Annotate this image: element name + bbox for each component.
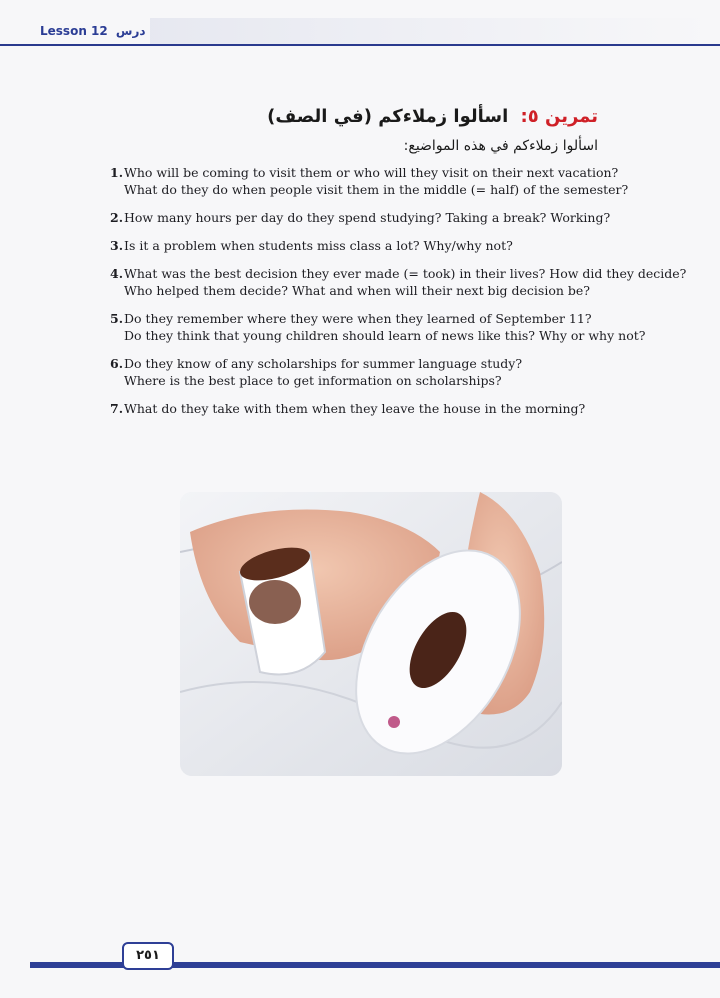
question-line: Do they remember where they were when they learned of September 11? [124,311,592,326]
lesson-label-en: Lesson 12 [40,24,108,38]
exercise-title [267,106,598,127]
question-number: 4. [110,266,124,281]
question-line: Is it a problem when students miss class a lot? Why/why not? [124,238,513,253]
question-line: Who helped them decide? What and when will their next big decision be? [124,283,590,298]
question-line: Where is the best place to get information on scholarships? [124,373,502,388]
question-item [110,355,630,389]
question-item [110,310,646,344]
exercise-title-text: اسألوا زملاءكم (في الصف) [267,106,509,127]
question-item [110,209,630,226]
question-line: What do they do when people visit them in the middle (= half) of the semester? [124,182,629,197]
question-line: How many hours per day do they spend studying? Taking a break? Working? [124,210,611,225]
question-line: Who will be coming to visit them or who will they visit on their next vacation? [124,165,619,180]
page-number: ٢٥١ [122,942,174,970]
question-number: 3. [110,238,124,253]
question-item [110,164,630,198]
question-item [110,265,687,299]
question-item [110,237,630,254]
exercise-label: تمرين ٥: [520,106,598,127]
question-line: Do they think that young children should learn of news like this? Why or why not? [124,328,646,343]
question-number: 5. [110,311,124,326]
cup-residue [249,580,301,624]
question-number: 6. [110,356,124,371]
question-number: 1. [110,165,124,180]
question-list [110,164,687,428]
coffee-cup-illustration [180,492,562,776]
question-line: What was the best decision they ever made (= took) in their lives? How did they decide? [124,266,687,281]
coffee-cup-photo [180,492,562,776]
lesson-label [40,24,150,38]
question-number: 2. [110,210,124,225]
question-number: 7. [110,401,124,416]
question-line: Do they know of any scholarships for summer language study? [124,356,523,371]
header-shadow [150,18,710,44]
exercise-instructions: اسألوا زملاءكم في هذه المواضيع: [403,138,598,154]
question-item [110,400,630,417]
header-rule [0,44,720,46]
lesson-label-ar: درس [115,24,146,38]
saucer-flower [388,716,400,728]
question-line: What do they take with them when they leave the house in the morning? [124,401,586,416]
